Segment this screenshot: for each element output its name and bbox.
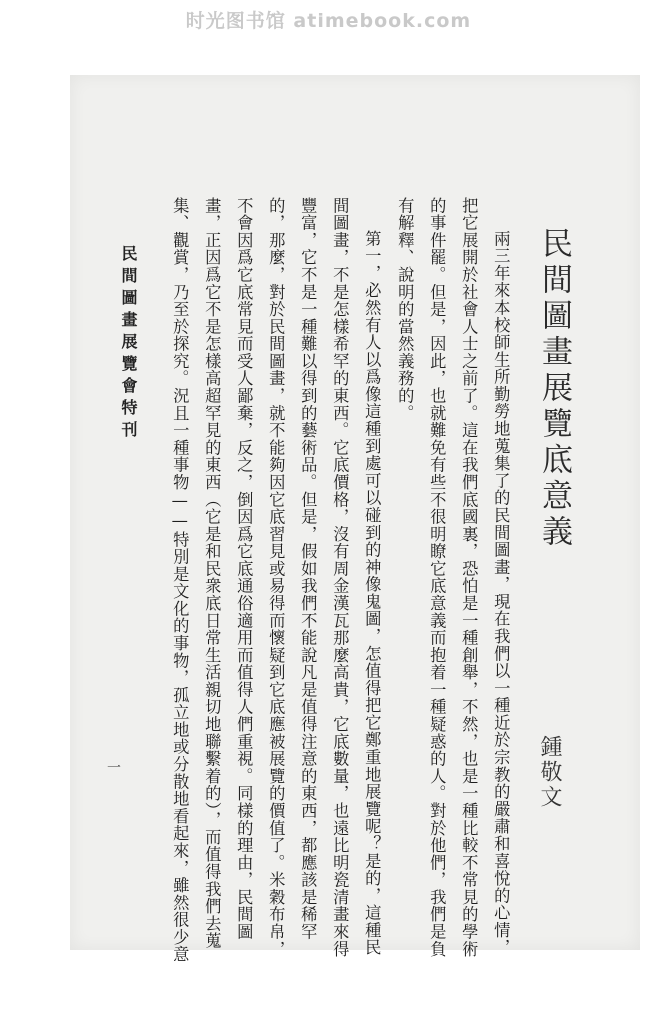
article-title: 民間圖畫展覽底意義 <box>536 227 572 551</box>
body-column-10: 畫，正因爲它不是怎樣高超罕見的東西（它是和民衆底日常生活親切地聯繫着的），而值得我們去蒐 <box>202 197 222 950</box>
body-column-6: 間圖畫，不是怎樣希罕的東西。它底價格，沒有周金漢瓦那麼高貴，它底數量，也遠比明瓷清畫來得 <box>330 197 350 958</box>
article-author: 鍾敬文 <box>537 735 562 810</box>
body-column-8: 的，那麼，對於民間圖畫，就不能夠因它底習見或易得而懷疑到它底應被展覽的價值了。米穀布帛， <box>266 197 286 958</box>
body-column-9: 不會因爲它底常見而受人鄙棄，反之，倒因爲它底通俗適用而值得人們重視。同樣的理由，民間圖 <box>234 197 254 941</box>
body-column-3: 的事件罷。但是，因此，也就難免有些不很明瞭它底意義而抱着一種疑惑的人。對於他們，我們是負 <box>427 197 447 958</box>
watermark-text: 时光图书馆 atimebook.com <box>185 10 472 32</box>
body-column-1: 兩三年來本校師生所勤勞地蒐集了的民間圖畫，現在我們以一種近於宗教的嚴肅和喜悅的心情， <box>491 230 511 957</box>
page-number: 一 <box>105 760 121 774</box>
body-column-4: 有解釋、說明的當然義務的。 <box>395 197 415 422</box>
body-column-2: 把它展開於社會人士之前了。這在我們底國裏，恐怕是一種創舉，不然，也是一種比較不常見的學術 <box>459 197 479 958</box>
body-column-5: 第一，必然有人以爲像這種到處可以碰到的神像鬼圖，怎值得把它鄭重地展覽呢？是的，這種民 <box>362 230 382 957</box>
body-column-11: 集、觀賞，乃至於探究。況且一種事物——特別是文化的事物，孤立地或分散地看起來，雖然很少意 <box>170 197 190 964</box>
body-column-7: 豐富，它不是一種難以得到的藝術品。但是，假如我們不能說凡是值得注意的東西，都應該是稀罕 <box>298 197 318 941</box>
publication-title: 民間圖畫展覽會特刊 <box>119 245 138 443</box>
scanned-page <box>70 75 640 964</box>
